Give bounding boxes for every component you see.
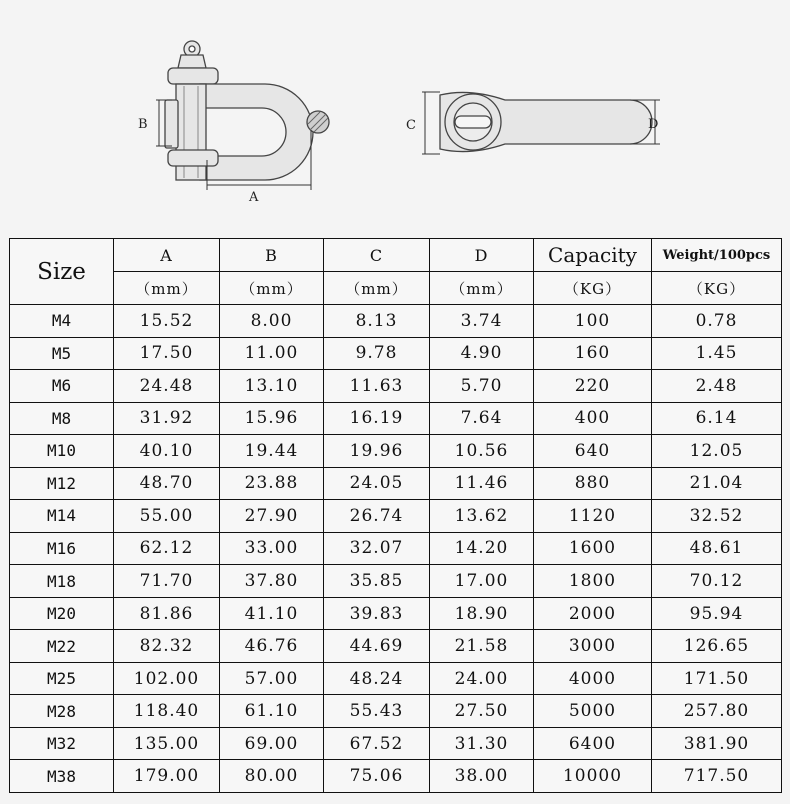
cell-capacity: 3000 (534, 630, 652, 663)
table-row (10, 532, 782, 565)
cell-d: 21.58 (430, 630, 534, 663)
cell-a: 81.86 (114, 597, 220, 630)
cell-capacity: 880 (534, 467, 652, 500)
cell-b: 13.10 (220, 370, 324, 403)
cell-b: 57.00 (220, 662, 324, 695)
table-row (10, 435, 782, 468)
unit-d: （mm） (430, 272, 534, 305)
cell-c: 48.24 (324, 662, 430, 695)
table-row (10, 662, 782, 695)
column-header-a: A (114, 239, 220, 272)
cell-weight: 2.48 (652, 370, 782, 403)
cell-capacity: 6400 (534, 727, 652, 760)
cell-d: 13.62 (430, 500, 534, 533)
cell-capacity: 4000 (534, 662, 652, 695)
table-row (10, 337, 782, 370)
cell-b: 69.00 (220, 727, 324, 760)
label-c: C (406, 118, 416, 133)
table-row (10, 565, 782, 598)
column-header-c: C (324, 239, 430, 272)
cell-b: 80.00 (220, 760, 324, 793)
cell-weight: 6.14 (652, 402, 782, 435)
column-header-capacity: Capacity (534, 239, 652, 272)
cell-c: 35.85 (324, 565, 430, 598)
size-cell: M16 (10, 532, 114, 565)
cell-d: 4.90 (430, 337, 534, 370)
cell-b: 19.44 (220, 435, 324, 468)
table-row (10, 402, 782, 435)
size-cell: M8 (10, 402, 114, 435)
size-header: Size (10, 239, 114, 305)
cell-capacity: 1120 (534, 500, 652, 533)
table-row (10, 597, 782, 630)
cell-a: 31.92 (114, 402, 220, 435)
size-cell: M14 (10, 500, 114, 533)
cell-d: 7.64 (430, 402, 534, 435)
cell-weight: 21.04 (652, 467, 782, 500)
cell-weight: 171.50 (652, 662, 782, 695)
size-cell: M4 (10, 305, 114, 338)
cell-a: 17.50 (114, 337, 220, 370)
cell-c: 11.63 (324, 370, 430, 403)
cell-weight: 257.80 (652, 695, 782, 728)
table-body (10, 305, 782, 793)
cell-d: 11.46 (430, 467, 534, 500)
cell-b: 46.76 (220, 630, 324, 663)
cell-weight: 1.45 (652, 337, 782, 370)
table-row (10, 305, 782, 338)
table-row (10, 370, 782, 403)
cell-b: 37.80 (220, 565, 324, 598)
cell-weight: 70.12 (652, 565, 782, 598)
cell-c: 26.74 (324, 500, 430, 533)
cell-capacity: 1800 (534, 565, 652, 598)
size-cell: M20 (10, 597, 114, 630)
cell-capacity: 100 (534, 305, 652, 338)
cell-d: 5.70 (430, 370, 534, 403)
cell-weight: 126.65 (652, 630, 782, 663)
cell-c: 55.43 (324, 695, 430, 728)
spec-table (9, 238, 782, 793)
cell-weight: 12.05 (652, 435, 782, 468)
cell-c: 67.52 (324, 727, 430, 760)
cell-c: 16.19 (324, 402, 430, 435)
column-header-d: D (430, 239, 534, 272)
cell-c: 24.05 (324, 467, 430, 500)
cell-weight: 0.78 (652, 305, 782, 338)
cell-weight: 717.50 (652, 760, 782, 793)
size-cell: M18 (10, 565, 114, 598)
cell-a: 102.00 (114, 662, 220, 695)
cell-weight: 381.90 (652, 727, 782, 760)
shackle-side-view (165, 41, 329, 180)
cell-weight: 48.61 (652, 532, 782, 565)
size-cell: M25 (10, 662, 114, 695)
shackle-dimension-diagram (0, 0, 790, 215)
unit-b: （mm） (220, 272, 324, 305)
size-cell: M10 (10, 435, 114, 468)
cell-a: 118.40 (114, 695, 220, 728)
unit-weight: （KG） (652, 272, 782, 305)
unit-a: （mm） (114, 272, 220, 305)
cell-a: 24.48 (114, 370, 220, 403)
label-a: A (249, 190, 259, 205)
cell-c: 75.06 (324, 760, 430, 793)
cell-a: 40.10 (114, 435, 220, 468)
cell-a: 71.70 (114, 565, 220, 598)
cell-d: 38.00 (430, 760, 534, 793)
size-cell: M12 (10, 467, 114, 500)
size-cell: M22 (10, 630, 114, 663)
dimension-c (422, 92, 440, 154)
size-cell: M38 (10, 760, 114, 793)
shackle-top-view (432, 92, 652, 152)
cell-capacity: 640 (534, 435, 652, 468)
cell-capacity: 400 (534, 402, 652, 435)
cell-capacity: 5000 (534, 695, 652, 728)
table-row (10, 727, 782, 760)
cell-c: 39.83 (324, 597, 430, 630)
label-d: D (648, 117, 659, 132)
cell-d: 3.74 (430, 305, 534, 338)
size-cell: M28 (10, 695, 114, 728)
cell-weight: 95.94 (652, 597, 782, 630)
cell-b: 11.00 (220, 337, 324, 370)
table-row (10, 695, 782, 728)
header-row-units (10, 272, 782, 305)
column-header-b: B (220, 239, 324, 272)
cell-d: 27.50 (430, 695, 534, 728)
cell-a: 55.00 (114, 500, 220, 533)
cell-b: 27.90 (220, 500, 324, 533)
size-cell: M32 (10, 727, 114, 760)
cell-capacity: 10000 (534, 760, 652, 793)
cell-b: 41.10 (220, 597, 324, 630)
cell-b: 33.00 (220, 532, 324, 565)
cell-a: 15.52 (114, 305, 220, 338)
cell-capacity: 160 (534, 337, 652, 370)
cell-d: 24.00 (430, 662, 534, 695)
table-row (10, 467, 782, 500)
cell-a: 82.32 (114, 630, 220, 663)
cell-c: 44.69 (324, 630, 430, 663)
table-row (10, 500, 782, 533)
cell-c: 19.96 (324, 435, 430, 468)
column-header-weight: Weight/100pcs (652, 239, 782, 272)
table-row (10, 760, 782, 793)
cell-a: 135.00 (114, 727, 220, 760)
cell-a: 48.70 (114, 467, 220, 500)
cell-d: 10.56 (430, 435, 534, 468)
cell-a: 62.12 (114, 532, 220, 565)
cell-d: 14.20 (430, 532, 534, 565)
cell-d: 17.00 (430, 565, 534, 598)
cell-c: 9.78 (324, 337, 430, 370)
cell-b: 8.00 (220, 305, 324, 338)
cell-b: 15.96 (220, 402, 324, 435)
cell-capacity: 1600 (534, 532, 652, 565)
label-b: B (138, 117, 148, 132)
cell-weight: 32.52 (652, 500, 782, 533)
cell-a: 179.00 (114, 760, 220, 793)
cell-d: 18.90 (430, 597, 534, 630)
cell-b: 23.88 (220, 467, 324, 500)
table-row (10, 630, 782, 663)
cell-c: 32.07 (324, 532, 430, 565)
cell-capacity: 2000 (534, 597, 652, 630)
size-cell: M5 (10, 337, 114, 370)
table-header (10, 239, 782, 305)
unit-c: （mm） (324, 272, 430, 305)
cell-capacity: 220 (534, 370, 652, 403)
cell-c: 8.13 (324, 305, 430, 338)
header-row-names (10, 239, 782, 272)
unit-capacity: （KG） (534, 272, 652, 305)
size-cell: M6 (10, 370, 114, 403)
cell-b: 61.10 (220, 695, 324, 728)
cell-d: 31.30 (430, 727, 534, 760)
